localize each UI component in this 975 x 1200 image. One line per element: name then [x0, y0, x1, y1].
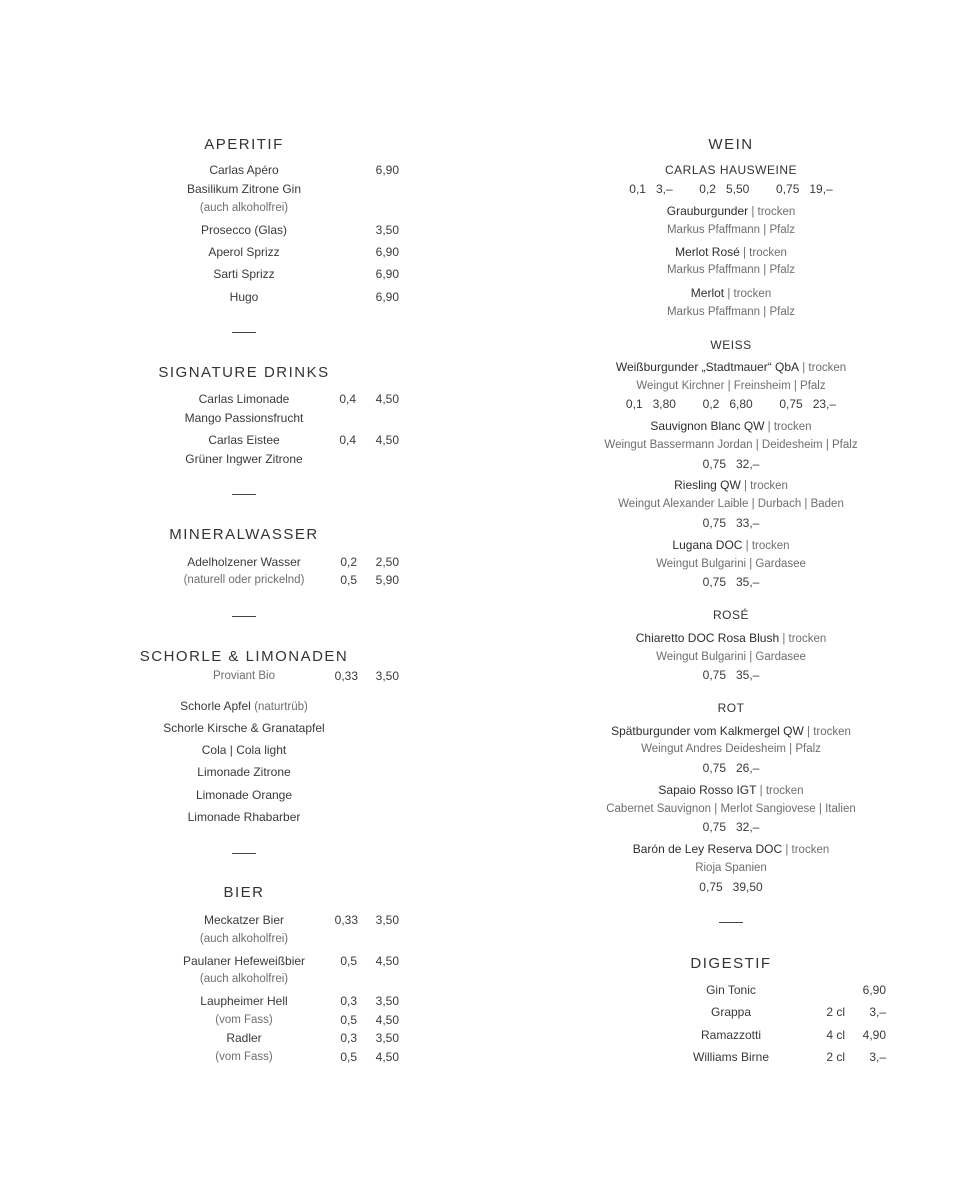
menu-item-price: 4,50 — [375, 433, 399, 447]
wine-name: Sapaio Rosso IGT — [658, 783, 757, 797]
menu-item-size: 0,4 — [339, 433, 356, 447]
wine-name: Merlot Rosé — [675, 245, 740, 259]
menu-item-size: 0,33 — [334, 913, 358, 927]
wine-item — [616, 360, 846, 375]
menu-item-name: Limonade Rhabarber — [187, 810, 301, 824]
menu-item-price: 3,– — [869, 1050, 886, 1064]
menu-item-name: Carlas Eistee — [208, 433, 280, 447]
wine-producer: Weingut Kirchner | Freinsheim | Pfalz — [636, 380, 826, 392]
wine-item — [611, 724, 851, 739]
menu-item-note: (naturtrüb) — [254, 701, 308, 713]
menu-item-price: 3,50 — [375, 1031, 399, 1045]
rose-subheading: ROSÉ — [712, 608, 750, 622]
menu-item-price: 4,50 — [375, 954, 399, 968]
menu-item-description: Grüner Ingwer Zitrone — [185, 452, 303, 466]
wine-item — [633, 842, 830, 857]
signature-drinks-heading: SIGNATURE DRINKS — [158, 364, 330, 381]
menu-item-name: Paulaner Hefeweißbier — [182, 954, 306, 968]
wine-name: Weißburgunder „Stadtmauer“ QbA — [615, 360, 800, 374]
menu-item-size: 0,5 — [340, 1013, 357, 1027]
wine-style: | trocken — [740, 480, 788, 492]
menu-item-name: Hugo — [229, 290, 259, 304]
wine-producer: Markus Pfaffmann | Pfalz — [666, 264, 796, 276]
wine-producer: Rioja Spanien — [695, 862, 767, 874]
menu-item-note: (auch alkoholfrei) — [199, 973, 289, 985]
wine-price: 0,75 32,– — [702, 457, 760, 471]
menu-item-size: 0,33 — [334, 669, 358, 683]
wine-item — [667, 204, 795, 219]
wine-producer: Cabernet Sauvignon | Merlot Sangiovese | Italien — [606, 803, 856, 815]
wine-name: Sauvignon Blanc QW — [650, 419, 765, 433]
menu-item-price: 4,50 — [375, 1013, 399, 1027]
wine-style: | trocken — [764, 421, 812, 433]
menu-item-name: Gin Tonic — [706, 983, 756, 997]
wine-producer: Weingut Bulgarini | Gardasee — [656, 558, 806, 570]
wine-style: | trocken — [724, 288, 772, 300]
wine-price: 0,75 26,– — [702, 761, 760, 775]
menu-item-name: Carlas Apéro — [209, 163, 279, 177]
menu-item-name: Limonade Orange — [195, 788, 293, 802]
menu-item-price: 5,90 — [375, 573, 399, 587]
menu-item-price: 6,90 — [375, 245, 399, 259]
schorle-limonaden-heading: SCHORLE & LIMONADEN — [139, 648, 349, 665]
wine-style: | trocken — [799, 362, 847, 374]
wine-price: 0,75 32,– — [702, 820, 760, 834]
wine-name: Merlot — [690, 286, 725, 300]
menu-item-name: Schorle Apfel — [180, 699, 251, 713]
wein-heading: WEIN — [708, 136, 754, 153]
menu-item-price: 6,90 — [375, 163, 399, 177]
menu-item-size: 0,5 — [340, 1050, 357, 1064]
wine-price: 0,75 35,– — [702, 575, 760, 589]
section-divider — [232, 853, 256, 854]
wine-style: | trocken — [742, 540, 790, 552]
bier-heading: BIER — [223, 884, 265, 901]
menu-item-price: 4,90 — [862, 1028, 886, 1042]
wine-producer: Markus Pfaffmann | Pfalz — [666, 224, 796, 236]
wine-producer: Weingut Bassermann Jordan | Deidesheim | Pfalz — [604, 439, 858, 451]
mineralwasser-heading: MINERALWASSER — [169, 526, 319, 543]
menu-item-size: 0,2 — [340, 555, 357, 569]
menu-item-price: 6,90 — [862, 983, 886, 997]
wine-item — [658, 783, 803, 798]
section-divider — [232, 332, 256, 333]
wine-style: | trocken — [782, 844, 830, 856]
wine-producer: Weingut Andres Deidesheim | Pfalz — [641, 743, 821, 755]
menu-item-name: Williams Birne — [692, 1050, 770, 1064]
wine-price: 0,1 3,80 0,2 6,80 0,75 23,– — [625, 397, 837, 411]
menu-item-size: 4 cl — [826, 1028, 845, 1042]
menu-item-size: 0,5 — [340, 573, 357, 587]
wine-producer: Weingut Bulgarini | Gardasee — [656, 651, 806, 663]
wine-item — [636, 631, 826, 646]
menu-item — [180, 699, 308, 714]
menu-item-price: 3,– — [869, 1005, 886, 1019]
wine-item — [675, 245, 787, 260]
wine-style: | trocken — [779, 633, 827, 645]
digestif-heading: DIGESTIF — [690, 955, 772, 972]
wine-item — [674, 478, 788, 493]
hausweine-subheading: CARLAS HAUSWEINE — [664, 163, 798, 177]
wine-name: Chiaretto DOC Rosa Blush — [635, 631, 780, 645]
wine-price: 0,75 33,– — [702, 516, 760, 530]
menu-item-name: Schorle Kirsche & Granatapfel — [163, 721, 325, 735]
aperitif-heading: APERITIF — [204, 136, 284, 153]
wine-name: Barón de Ley Reserva DOC — [632, 842, 783, 856]
menu-item-price: 2,50 — [375, 555, 399, 569]
menu-item-price: 4,50 — [375, 1050, 399, 1064]
menu-item-size: 2 cl — [826, 1005, 845, 1019]
wine-style: | trocken — [756, 785, 804, 797]
menu-item-name: Laupheimer Hell — [200, 994, 288, 1008]
wine-name: Grauburgunder — [666, 204, 749, 218]
menu-item-description: Mango Passionsfrucht — [184, 411, 304, 425]
weiss-subheading: WEISS — [710, 338, 752, 352]
menu-item-note: (vom Fass) — [215, 1051, 273, 1063]
menu-item-price: 3,50 — [375, 913, 399, 927]
menu-item-name: Cola | Cola light — [201, 743, 287, 757]
wine-style: | trocken — [739, 247, 787, 259]
wine-item — [691, 286, 771, 301]
menu-item-note: (vom Fass) — [215, 1014, 273, 1026]
wine-style: | trocken — [803, 726, 851, 738]
menu-item-price: 4,50 — [375, 392, 399, 406]
wine-price: 0,75 35,– — [702, 668, 760, 682]
menu-item-name: Carlas Limonade — [198, 392, 290, 406]
menu-item-price: 3,50 — [375, 994, 399, 1008]
section-divider — [232, 616, 256, 617]
hausweine-prices: 0,1 3,– 0,2 5,50 0,75 19,– — [629, 182, 833, 196]
menu-item-size: 0,3 — [340, 994, 357, 1008]
menu-item-name: Aperol Sprizz — [208, 245, 280, 259]
menu-item-name: Ramazzotti — [700, 1028, 762, 1042]
menu-item-name: Meckatzer Bier — [203, 913, 285, 927]
wine-price: 0,75 39,50 — [699, 880, 763, 894]
wine-name: Spätburgunder vom Kalkmergel QW — [611, 724, 804, 738]
wine-item — [672, 538, 789, 553]
menu-item-size: 0,5 — [340, 954, 357, 968]
menu-item-name: Limonade Zitrone — [197, 765, 291, 779]
section-divider — [719, 922, 743, 923]
section-divider — [232, 494, 256, 495]
wine-name: Riesling QW — [674, 478, 741, 492]
menu-item-note: (auch alkoholfrei) — [199, 933, 289, 945]
menu-item-note: (auch alkoholfrei) — [199, 202, 289, 214]
menu-item-price: 6,90 — [375, 267, 399, 281]
menu-item-size: 0,4 — [339, 392, 356, 406]
menu-item-name: Prosecco (Glas) — [200, 223, 288, 237]
wine-item — [650, 419, 811, 434]
menu-item-price: 3,50 — [375, 223, 399, 237]
menu-item-name: Sarti Sprizz — [213, 267, 275, 281]
rot-subheading: ROT — [717, 701, 745, 715]
menu-item-note: (naturell oder prickelnd) — [183, 574, 305, 586]
wine-producer: Markus Pfaffmann | Pfalz — [666, 306, 796, 318]
menu-item-price: 6,90 — [375, 290, 399, 304]
menu-item-price: 3,50 — [375, 669, 399, 683]
wine-producer: Weingut Alexander Laible | Durbach | Baden — [618, 498, 844, 510]
menu-item-name: Adelholzener Wasser — [187, 555, 301, 569]
menu-item-name: Radler — [226, 1031, 262, 1045]
menu-item-size: 0,3 — [340, 1031, 357, 1045]
menu-item-description: Basilikum Zitrone Gin — [186, 182, 302, 196]
menu-item-name: Grappa — [710, 1005, 752, 1019]
wine-name: Lugana DOC — [672, 538, 743, 552]
menu-item-size: 2 cl — [826, 1050, 845, 1064]
wine-style: | trocken — [748, 206, 796, 218]
menu-brand-label: Proviant Bio — [212, 670, 276, 682]
